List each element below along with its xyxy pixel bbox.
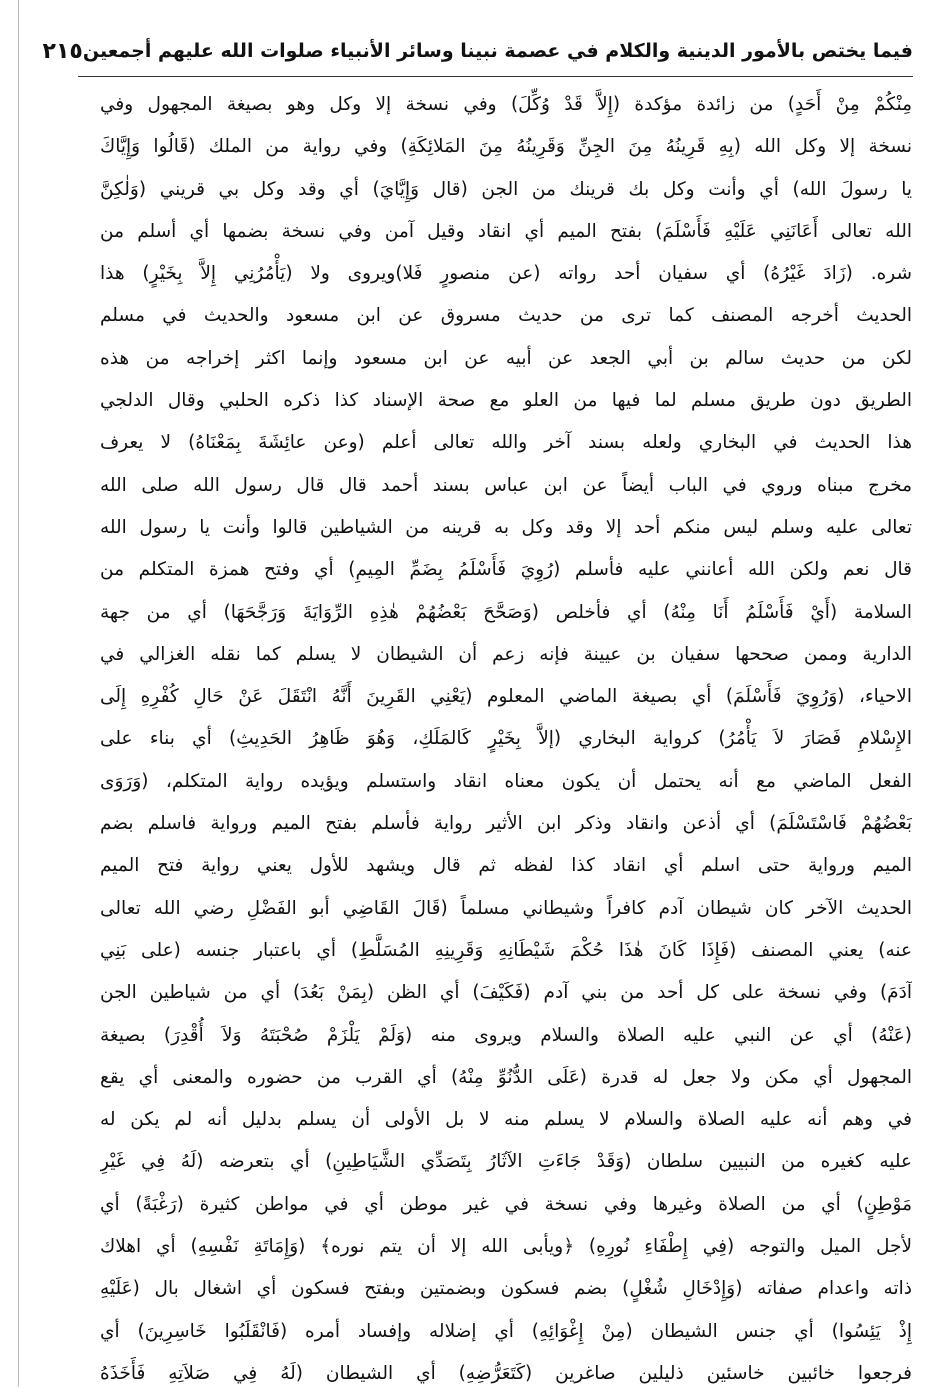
text-line: الله تعالى أَعَانَنِي عَلَيْهِ فَأَسْلَمَ) بفتح الميم أي انقاد وقيل آمن وفي نسخة بضمها أي أسلم من	[100, 220, 912, 242]
text-line: تعالى عليه وسلم ليس منكم أحد إلا وقد وكل به قرينه من الشياطين قالوا وأنت يا رسول الله	[100, 516, 912, 538]
text-line: الميم ورواية حتى اسلم أي انقاد كذا لفظه ثم قال ويشهد للأول يعني رواية فتح الميم	[100, 855, 912, 877]
text-line: الطريق دون طريق مسلم لما فيها من العلو مع صحة الإسناد كذا ذكره الحلبي وقال الدلجي	[100, 390, 912, 412]
running-header	[42, 30, 913, 72]
text-line: هذا الحديث في البخاري ولعله بسند آخر والله تعالى أعلم (وعن عائِشَةَ بِمَعْنَاهُ) لا يعرف	[100, 432, 912, 454]
text-line: إِذْ يَئِسُوا) أي جنس الشيطان (مِنْ إِغْوَائِهِ) أي إضلاله وإفساد أمره (فَانْقَلَبُوا خَاسِرِينَ) أي	[100, 1320, 912, 1342]
text-line: ذاته واعدام صفاته (وَإِدْخَالِ شُغْلٍ) بضم فسكون وبضمتين وبفتح فسكون أي اشغال بال (عَلَيْهِ	[100, 1278, 912, 1300]
page-number: ٢١٥	[42, 38, 83, 64]
text-line: في وهم أنه عليه الصلاة والسلام لا يسلم منه لا بل الأولى أن يسلم بدليل أنه لم يكن له	[100, 1109, 912, 1131]
text-line: مَوْطِنٍ) أي من الصلاة وغيرها وفي نسخة في غير موطن أي في مواطن كثيرة (رَغْبَةً) أي	[100, 1193, 912, 1215]
text-line: المجهول أي مكن ولا جعل له قدرة (عَلَى الدُّنُوِّ مِنْهُ) أي القرب من حضوره والمعنى أي يقع	[100, 1066, 912, 1088]
text-line: الحديث أخرجه المصنف كما ترى من حديث مسروق عن ابن مسعود والحديث في مسلم	[100, 305, 912, 327]
text-line: الحديث الآخر كان شيطان آدم كافراً وشيطاني مسلماً (قَالَ القَاضِي أبو الفَضْلِ رضي الله تعالى	[100, 897, 912, 919]
text-line: السلامة (أَيْ فَأَسْلَمُ أَنَا مِنْهُ) أي فأخلص (وَصَحَّحَ بَعْضُهُمْ هٰذِهِ الرِّوَايَةَ وَرَجَّحَهَا) أي من جهة	[100, 601, 912, 623]
text-line: عليه كغيره من النبيين سلطان (وَقَدْ جَاءَتِ الآثَارُ بِتَصَدِّي الشَّيَاطِينِ) أي بتعرضه (لَهُ فِي غَيْرِ	[100, 1151, 912, 1173]
text-line: لكن من حديث سالم بن أبي الجعد عن أبيه عن ابن مسعود وإنما اكثر إخراجه من هذه	[100, 347, 912, 369]
text-line: الإِسْلامِ فَصَارَ لاَ يَأْمُرُ) كرواية البخاري (إلاَّ بِخَيْرٍ كَالمَلَكِ، وَهُوَ ظَاهِرُ الحَدِيثِ) أي بناء على	[100, 728, 912, 750]
text-line: الفعل الماضي مع أنه يحتمل أن يكون معناه انقاد واستسلم ويؤيده رواية المتكلم، (وَرَوَى	[100, 770, 912, 792]
text-line: الاحياء، (وَرُوِيَ فَأَسْلَمَ) أي بصيغة الماضي المعلوم (يَعْنِي القَرِينَ أَنَّهُ انْتَقَلَ عَنْ حَالِ كُفْرِهِ إِلَى	[100, 686, 912, 708]
text-line: مِنْكُمْ مِنْ أَحَدٍ) من زائدة مؤكدة (إِلاَّ قَدْ وُكِّلَ) وفي نسخة إلا وكل وهو بصيغة المجهول وفي	[100, 94, 912, 115]
header-rule	[78, 76, 913, 77]
text-line: الدارية وممن صححها سفيان بن عيينة فإنه زعم أن الشيطان لا يسلم كما نقله الغزالي في	[100, 643, 912, 665]
text-line: يا رسولَ الله) أي وأنت وكل بك قرينك من الجن (قال وَإِيَّايَ) أي وقد وكل بي قريني (وَلٰكِنَّ	[100, 178, 912, 200]
page-body-text	[100, 84, 912, 1395]
text-line: مخرج مبناه وروي في الباب أيضاً عن ابن عباس بسند أحمد قال قال رسول الله صلى الله	[100, 474, 912, 496]
text-line: قال نعم ولكن الله أعانني عليه فأسلم (رُوِيَ فَأَسْلَمُ بِضَمِّ المِيمِ) أي وفتح همزة المتكلم من	[100, 559, 912, 581]
running-title: فيما يختص بالأمور الدينية والكلام في عصمة نبينا وسائر الأنبياء صلوات الله عليهم أجمعين	[82, 40, 913, 62]
text-line: شره. (زَادَ غَيْرُهُ) أي سفيان أحد رواته (عن منصورٍ فَلا)ويروى ولا (يَأْمُرُنِي إِلاَّ بِخَيْرٍ) هذا	[100, 263, 912, 285]
text-line: عنه) يعني المصنف (فَإِذَا كَانَ هٰذَا حُكْمَ شَيْطَانِهِ وَقَرِينِهِ المُسَلَّطِ) أي باعتبار جنسه (على بَنِي	[100, 939, 912, 961]
text-line: فرجعوا خائبين خاسئين ذليلين صاغرين (كَتَعَرُّضِهِ) أي الشيطان (لَهُ فِي صَلاَتِهِ فَأَخَذَهُ	[100, 1362, 912, 1384]
scan-page-edge	[18, 0, 19, 1387]
text-line: آدَمَ) وفي نسخة على كل أحد من بني آدم (فَكَيْفَ) أي الظن (بِمَنْ بَعُدَ) أي من شياطين الجن	[100, 982, 912, 1004]
text-line: لأجل الميل والتوجه (فِي إِطْفَاءِ نُورِهِ) ﴿ويأبى الله إلا أن يتم نوره﴾ (وَإِمَاتَةِ نَفْسِهِ) أي اهلاك	[100, 1236, 912, 1258]
text-line: نسخة إلا وكل الله (بِهِ قَرِينُهُ مِنَ الجِنِّ وَقَرِينُهُ مِنَ المَلائِكَةِ) وفي رواية من الملك (قَالُوا وَإِيَّاكَ	[100, 136, 912, 158]
text-line: (عَنْهُ) أي عن النبي عليه الصلاة والسلام ويروى منه (وَلَمْ يَلْزَمْ صُحْبَتَهُ وَلاَ أُقْدِرَ) بصيغة	[100, 1024, 912, 1046]
text-line: بَعْضُهُمْ فَاسْتَسْلَمَ) أي أذعن وانقاد وذكر ابن الأثير رواية فأسلم بفتح الميم ورواية فاسلم بضم	[100, 813, 912, 835]
